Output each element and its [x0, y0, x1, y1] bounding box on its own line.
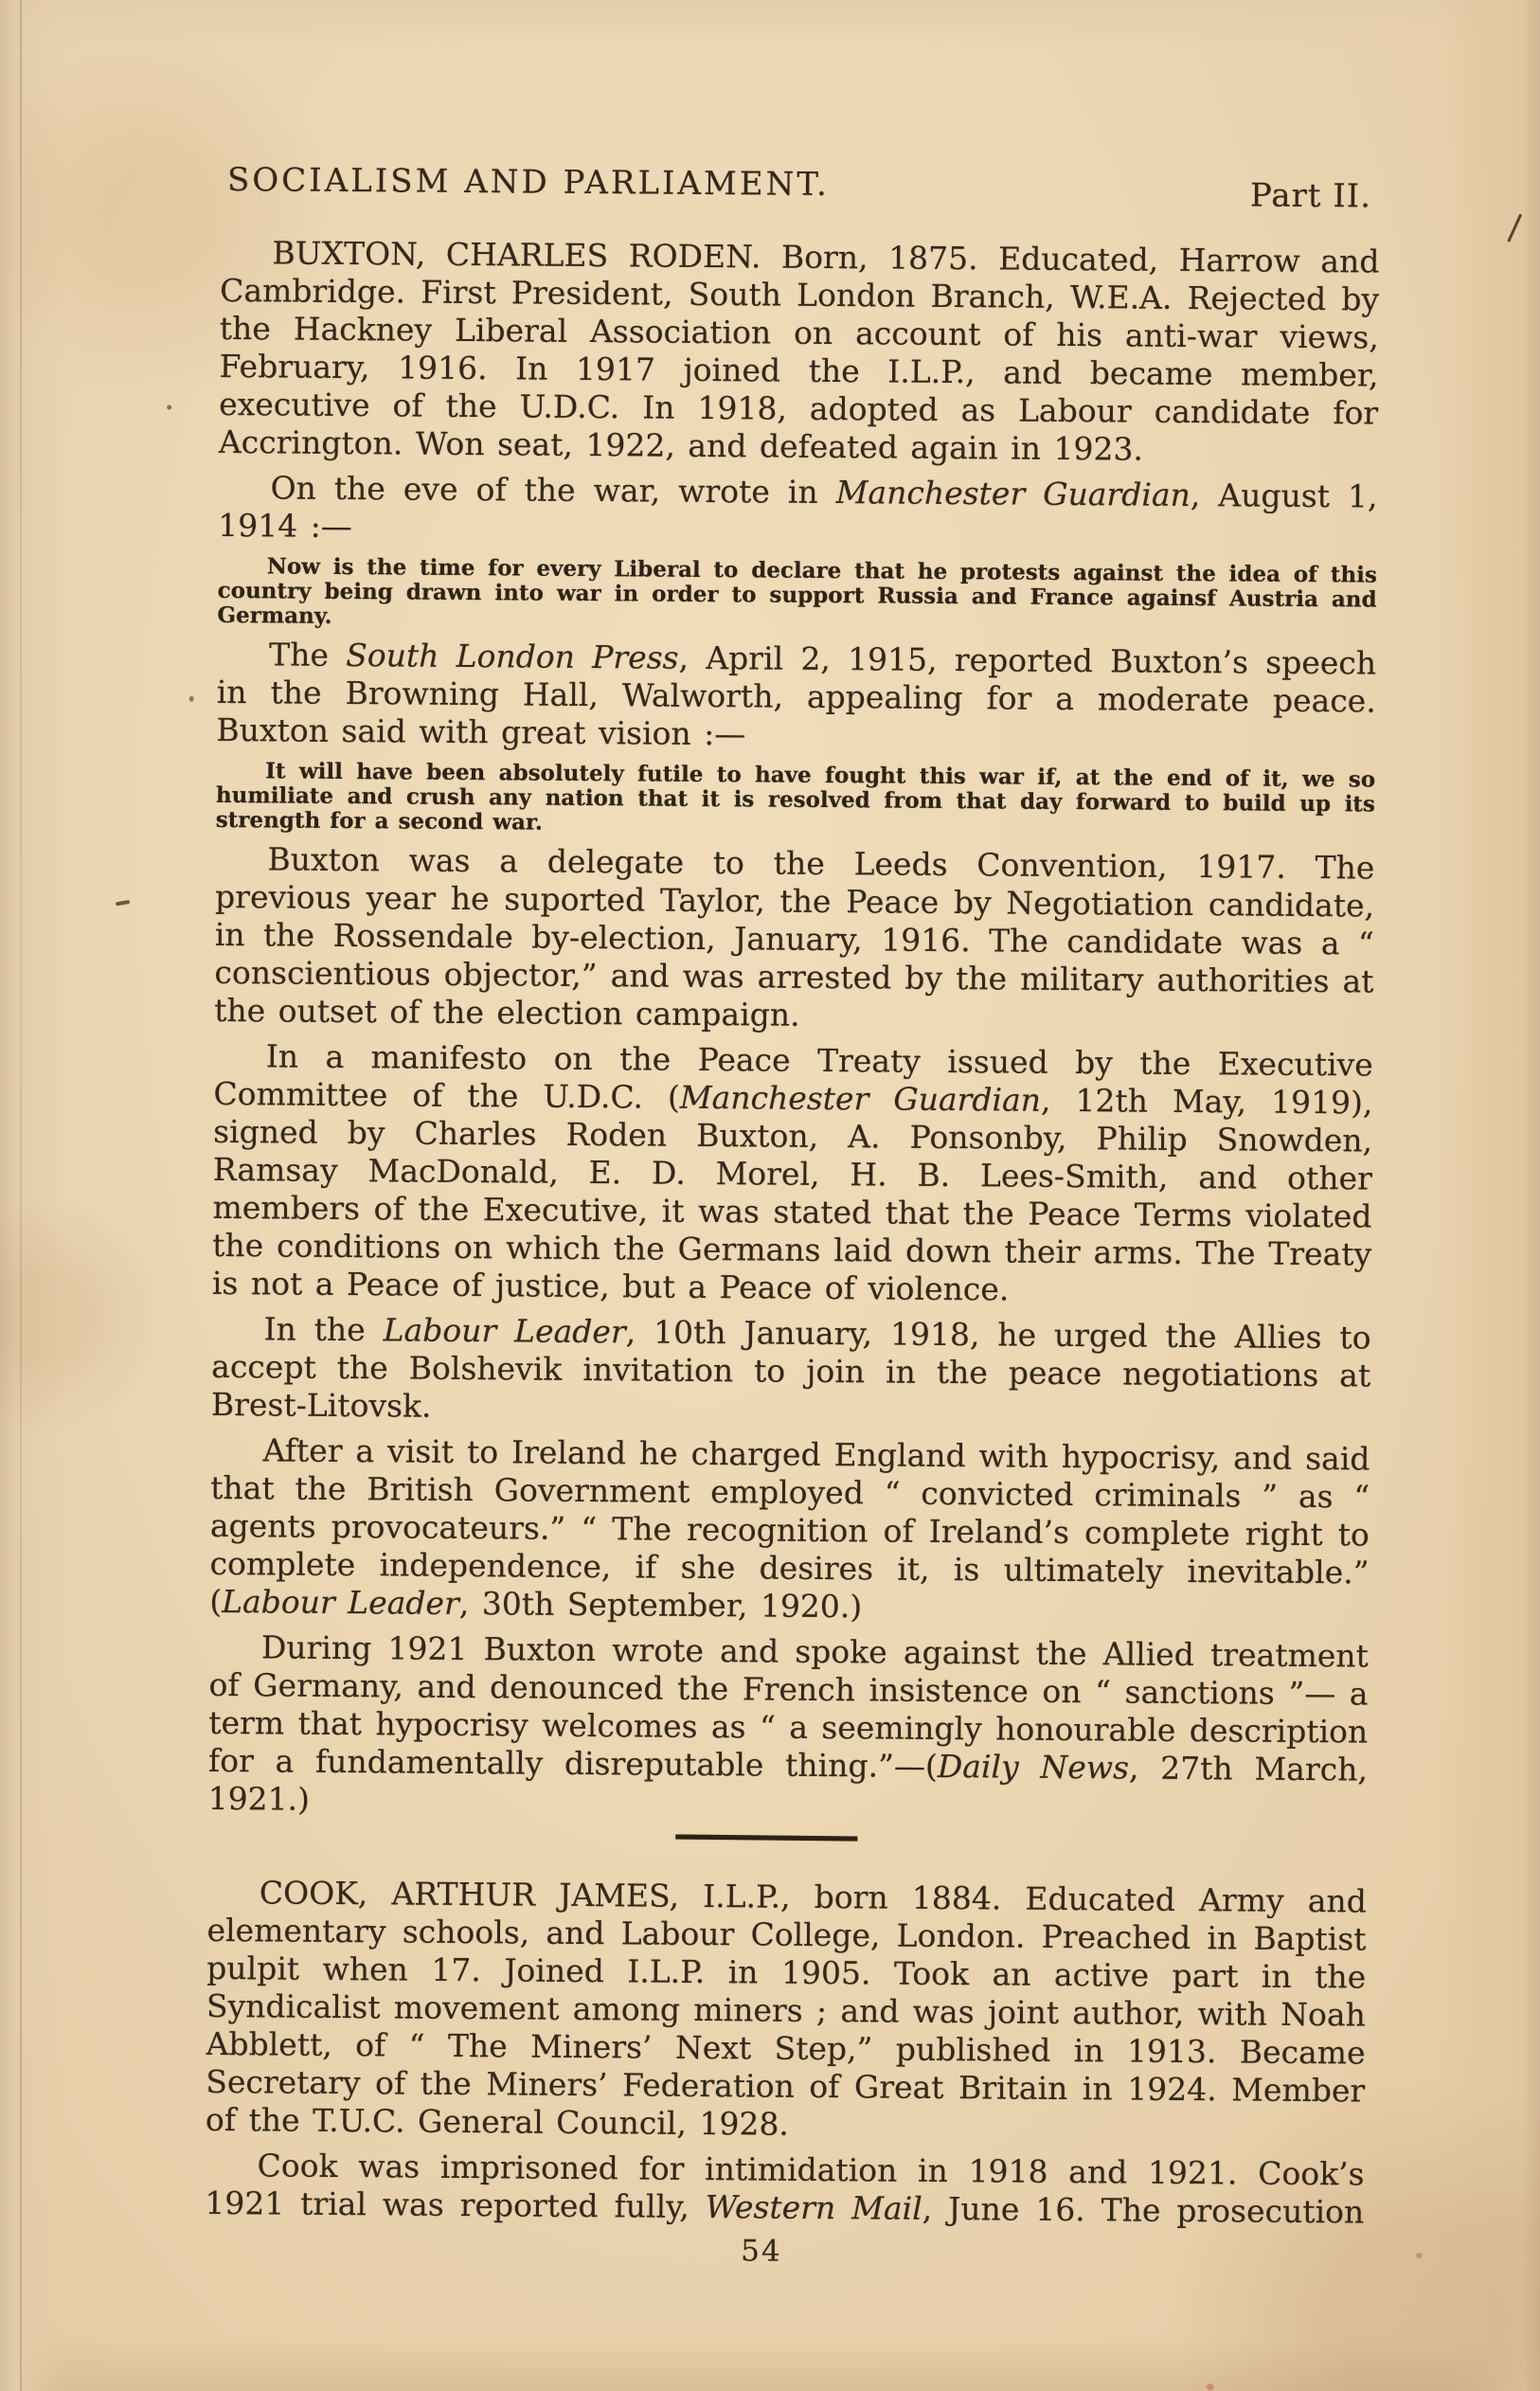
paragraph: [218, 469, 1378, 554]
text-segment: , 12th May, 1919), signed by Charles Roden Buxton, A. Ponsonby, Philip Snowden, Ramsay MacDonald, E. D. Morel, H. B. Lees-Smith, and other members of the Executive, it was stated that the Peace Terms violated the conditions on which the Germans laid down their arms. The Treaty is not a Peace of justice, but a Peace of violence.: [211, 1081, 1373, 1308]
paragraph: [207, 1628, 1369, 1827]
text-segment: Cook was imprisoned for intimidation in 1918 and 1921. Cook’s 1921 trial was reported fully,: [205, 2147, 1365, 2226]
paragraph: [209, 1431, 1370, 1630]
paragraph: [216, 636, 1376, 759]
entry-buxton: [207, 234, 1379, 1827]
running-header-part: Part II.: [1249, 176, 1372, 216]
text-segment: BUXTON, CHARLES RODEN. Born, 1875. Educated, Harrow and Cambridge. First President, South London Branch, W.E.A. Rejected by the Hackney Liberal Association on account of his anti-war views, February, 1916. In 1917 joined the I.L.P., and became member, executive of the U.D.C. In 1918, adopted as Labour candidate for Accrington. Won seat, 1922, and defeated again in 1923.: [218, 234, 1380, 468]
text-segment: The: [268, 636, 347, 674]
ink-speck: [167, 405, 171, 410]
text-segment: , August 1, 1914 :—: [218, 476, 1378, 546]
italic-citation: Manchester Guardian: [679, 1078, 1042, 1119]
page-text-column: [205, 234, 1380, 2274]
paper-speck: [1207, 2383, 1214, 2390]
text-segment: Now is the time for every Liberal to declare that he protests against the idea of this country being drawn into war in order to support Russia and France againsf Austria and Germany.: [217, 553, 1377, 629]
text-segment: After a visit to Ireland he charged England with hypocrisy, and said that the British Government employed “ convicted criminals ” as “ agents provocateurs.” “ The recognition of Ireland’s complete right to complete independence, if she desires it, is ultimately inevitable.” (: [209, 1431, 1370, 1620]
paragraph: [205, 2147, 1365, 2232]
italic-citation: Daily News: [937, 1747, 1130, 1787]
paragraph: [206, 1874, 1367, 2148]
text-segment: It will have been absolutely futile to have fought this war if, at the end of it, we so humiliate and crush any nation that it is resolved from that day forward to build up its strength for a second war.: [215, 758, 1376, 836]
paragraph: [214, 840, 1375, 1039]
italic-citation: Manchester Guardian: [835, 474, 1191, 513]
text-segment: , 30th September, 1920.): [458, 1584, 863, 1626]
text-segment: COOK, ARTHUR JAMES, I.L.P., born 1884. Educated Army and elementary schools, and Labour College, London. Preached in Baptist pulpit when 17. Joined I.L.P. in 1905. Took an active part in the Syndicalist movement among miners ; and was joint author, with Noah Abblett, of “ The Miners’ Next Step,” published in 1913. Became Secretary of the Miners’ Federation of Great Britain in 1924. Member of the T.U.C. General Council, 1928.: [205, 1874, 1367, 2143]
paragraph: [212, 1037, 1373, 1312]
quote-paragraph: [216, 759, 1376, 842]
paragraph: [211, 1310, 1371, 1433]
text-segment: , 10th January, 1918, he urged the Allies to accept the Bolshevik invitation to join in the peace negotiations at Brest-Litovsk.: [210, 1313, 1371, 1425]
text-segment: Buxton was a delegate to the Leeds Convention, 1917. The previous year he suported Taylor, the Peace by Negotiation candidate, in the Rossendale by-election, January, 1916. The candidate was a “ conscientious objector,” and was arrested by the military authorities at the outset of the election campaign.: [214, 840, 1375, 1034]
text-segment: In the: [263, 1310, 384, 1349]
stray-dash-mark: [116, 900, 130, 906]
text-segment: In a manifesto on the Peace Treaty issued by the Executive Committee of the U.D.C. (: [213, 1037, 1373, 1116]
section-divider-rule: [675, 1835, 857, 1842]
italic-citation: South London Press: [346, 636, 679, 676]
italic-citation: Western Mail: [705, 2188, 922, 2227]
text-segment: , April 2, 1915, reported Buxton’s speech in the Browning Hall, Walworth, appealing for a moderate peace. Buxton said with great vision :—: [216, 638, 1377, 753]
text-segment: During 1921 Buxton wrote and spoke against the Allied treatment of Germany, and denounced the French insistence on “ sanctions ”— a term that hypocrisy welcomes as “ a seemingly honourable description for a fundamentally disreputable thing.”—(: [207, 1628, 1370, 1785]
text-segment: , 27th March, 1921.): [207, 1749, 1369, 1818]
italic-citation: Labour Leader: [222, 1583, 459, 1622]
italic-citation: Labour Leader: [383, 1311, 626, 1351]
quote-paragraph: [217, 554, 1377, 638]
running-header-title: SOCIALISM AND PARLIAMENT.: [226, 161, 831, 204]
page-number: 54: [741, 2234, 782, 2269]
ink-stroke-mark: [1507, 213, 1522, 242]
entry-cook: [205, 1874, 1367, 2232]
text-segment: , June 16. The prosecution: [922, 2189, 1365, 2231]
paragraph: [219, 234, 1380, 471]
ink-speck: [189, 696, 194, 702]
paper-speck: [1416, 2253, 1423, 2258]
text-segment: On the eve of the war, wrote in: [270, 469, 836, 512]
